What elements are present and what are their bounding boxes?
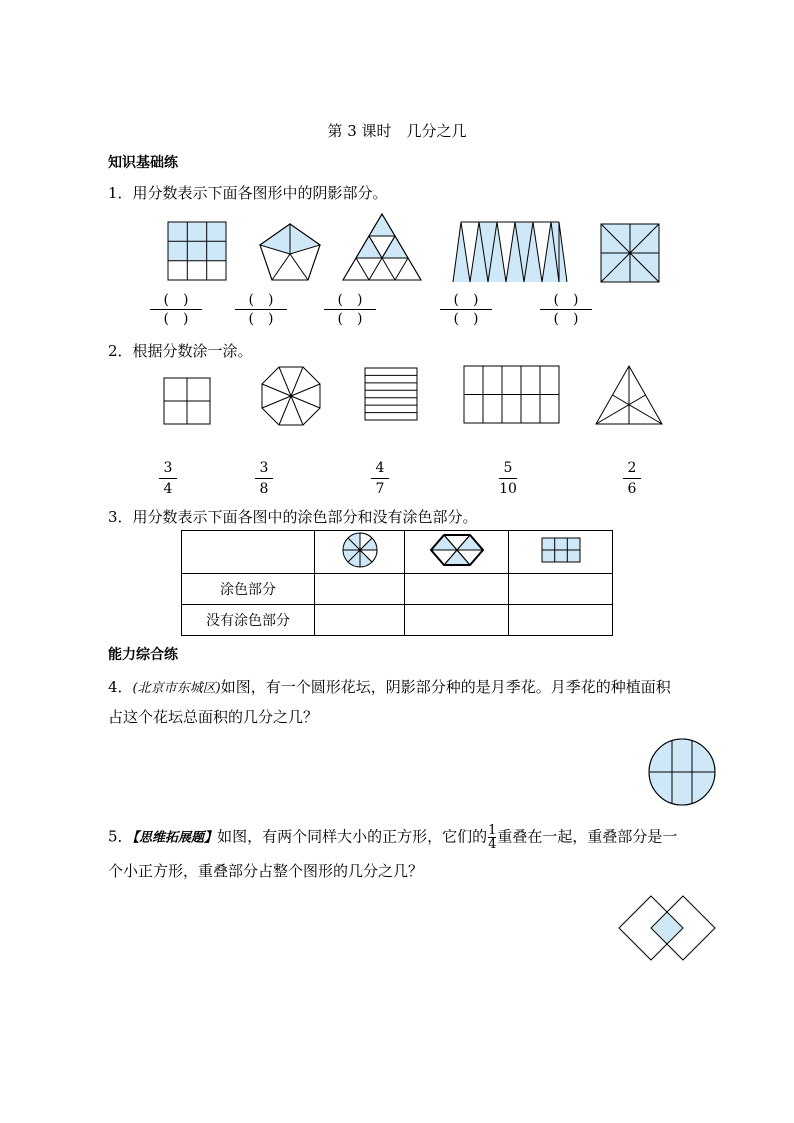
denominator: 10 [499,481,517,497]
q3-table [181,530,613,636]
q1-answer-blank[interactable] [538,291,594,328]
section-basic-heading: 知识基础练 [108,155,178,171]
question-4-line1 [108,676,671,697]
q2-fraction [252,460,276,497]
q3-header-circle-cell [315,531,405,574]
blank-numerator: ( ) [248,292,274,308]
q1-zigzag-figure [453,220,567,282]
fraction-bar [371,478,389,479]
question-4-line2: 占这个花坛总面积的几分之几？ [108,708,319,726]
fraction-bar [159,478,177,479]
question-5-tag: 【思维拓展题】 [132,830,218,846]
blank-numerator: ( ) [163,292,189,308]
q3-hexagon-figure [431,535,483,565]
blank-denominator: ( ) [163,311,189,327]
fraction-bar [255,478,273,479]
blank-denominator: ( ) [553,311,579,327]
numerator: 3 [163,460,173,476]
denominator: 4 [163,481,173,497]
q1-triangle-figure [343,214,421,280]
q3-header-grid-cell [509,531,613,574]
question-4-number: 4． [108,678,133,696]
section-ability-heading: 能力综合练 [108,647,178,663]
q3-answer-cell[interactable] [315,605,405,636]
numerator: 3 [259,460,269,476]
fraction-bar [499,478,517,479]
question-3-text: 3．用分数表示下面各图中的涂色部分和没有涂色部分。 [108,508,478,526]
question-2-text: 2．根据分数涂一涂。 [108,342,253,360]
q3-header-hexagon-cell [405,531,509,574]
q2-fraction [620,460,644,497]
q1-pentagon-figure [258,222,322,282]
numerator: 4 [375,460,385,476]
q3-header-empty-cell [182,531,315,574]
question-1-text: 1．用分数表示下面各图形中的阴影部分。 [108,184,388,202]
q2-triangle-6-parts[interactable] [596,366,662,424]
denominator: 8 [259,481,269,497]
q2-grid-10-parts[interactable] [464,366,559,423]
q1-square-figure [601,224,659,282]
denominator: 4 [488,837,497,852]
numerator: 1 [488,823,497,838]
question-5-line2: 个小正方形，重叠部分占整个图形的几分之几？ [108,862,424,880]
q3-grid-figure [542,538,580,562]
blank-numerator: ( ) [337,292,363,308]
q2-octagon-8-parts[interactable] [262,367,320,425]
q1-grid-figure [168,222,226,280]
question-5-number: 5． [108,827,133,846]
blank-numerator: ( ) [553,292,579,308]
q3-row-shaded-label: 涂色部分 [182,574,315,605]
q3-answer-cell[interactable] [509,574,613,605]
q2-fraction [496,460,520,497]
q2-square-4-parts[interactable] [164,378,210,424]
q1-answer-blank[interactable] [148,291,204,328]
question-5-text-a: 如图，有两个同样大小的正方形，它们的 [217,827,488,846]
q3-answer-cell[interactable] [315,574,405,605]
q2-fraction [156,460,180,497]
blank-numerator: ( ) [453,292,479,308]
q3-answer-cell[interactable] [509,605,613,636]
blank-denominator: ( ) [453,311,479,327]
q3-answer-cell[interactable] [405,574,509,605]
q1-answer-blank[interactable] [233,291,289,328]
question-4-text: 如图，有一个圆形花坛，阴影部分种的是月季花。月季花的种植面积 [220,678,671,696]
question-5-line1 [108,824,677,851]
q3-answer-cell[interactable] [405,605,509,636]
numerator: 2 [627,460,637,476]
q1-answer-blank[interactable] [322,291,378,328]
q3-row-unshaded-label: 没有涂色部分 [182,605,315,636]
q2-stripes-7-parts[interactable] [365,368,417,420]
fraction-bar [623,478,641,479]
blank-denominator: ( ) [337,311,363,327]
q5-overlapping-squares [618,894,716,962]
question-5-fraction [488,824,496,851]
denominator: 7 [375,481,385,497]
q4-flowerbed-circle [648,738,716,806]
denominator: 6 [627,481,637,497]
q3-circle-figure [341,531,379,569]
question-5-text-b: 重叠在一起，重叠部分是一 [497,827,678,846]
question-4-source: (北京市东城区) [132,681,221,696]
blank-denominator: ( ) [248,311,274,327]
q2-fraction [368,460,392,497]
page-title: 第 3 课时 几分之几 [327,122,467,140]
numerator: 5 [503,460,513,476]
q1-answer-blank[interactable] [438,291,494,328]
